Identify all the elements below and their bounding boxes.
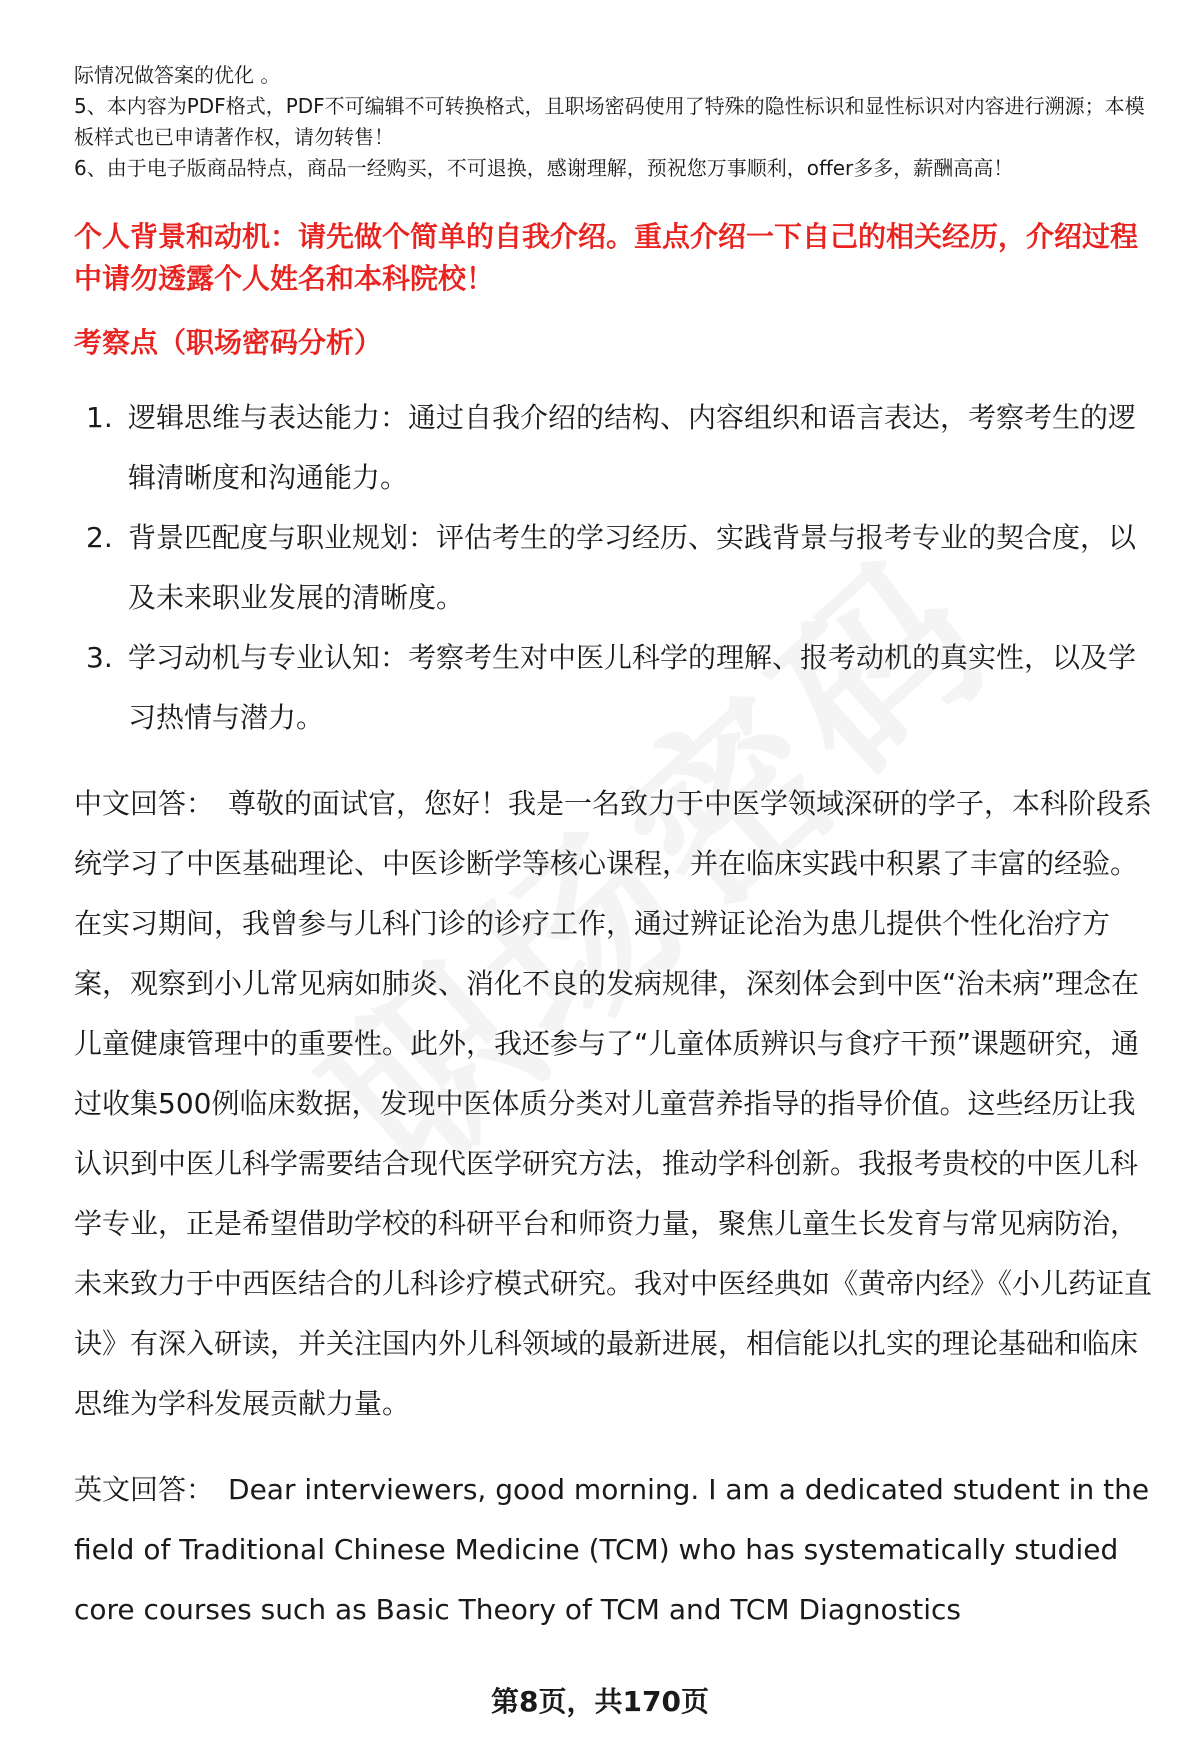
chinese-answer-text: 尊敬的面试官，您好！我是一名致力于中医学领域深研的学子，本科阶段系统学习了中医基础理论、中医诊断学等核心课程，并在临床实践中积累了丰富的经验。在实习期间，我曾参与儿科门诊的诊疗工作，通过辨证论治为患儿提供个性化治疗方案，观察到小儿常见病如肺炎、消化不良的发病规律，深刻体会到中医“治未病”理念在儿童健康管理中的重要性。此外，我还参与了“儿童体质辨识与食疗干预”课题研究，通过收集500例临床数据，发现中医体质分类对儿童营养指导的指导价值。这些经历让我认识到中医儿科学需要结合现代医学研究方法，推动学科创新。我报考贵校的中医儿科学专业，正是希望借助学校的科研平台和师资力量，聚焦儿童生长发育与常见病防治，未来致力于中西医结合的儿科诊疗模式研究。我对中医经典如《黄帝内经》《小儿药证直诀》有深入研读，并关注国内外儿科领域的最新进展，相信能以扎实的理论基础和临床思维为学科发展贡献力量。 xyxy=(74,787,1153,1420)
focus-point xyxy=(74,508,1154,628)
note-line-continuation: 际情况做答案的优化 。 xyxy=(74,63,281,87)
focus-points-list xyxy=(74,388,1154,748)
focus-point-number: 1. xyxy=(86,401,113,434)
focus-point xyxy=(74,628,1154,748)
english-answer xyxy=(74,1460,1154,1640)
document-body xyxy=(74,0,1154,1640)
note-item-6: 6、由于电子版商品特点，商品一经购买，不可退换，感谢理解，预祝您万事顺利，offer多多，薪酬高高！ xyxy=(74,156,1014,180)
note-item-5: 5、本内容为PDF格式，PDF不可编辑不可转换格式，且职场密码使用了特殊的隐性标识和显性标识对内容进行溯源；本模板样式也已申请著作权，请勿转售！ xyxy=(74,94,1145,149)
focus-point-number: 3. xyxy=(86,641,113,674)
english-answer-text: Dear interviewers, good morning. I am a dedicated student in the field of Traditional Chinese Medicine (TCM) who has systematically studied core courses such as Basic Theory of TCM and TCM Diagnostics xyxy=(74,1473,1150,1626)
focus-point-number: 2. xyxy=(86,521,113,554)
focus-title: 考察点（职场密码分析） xyxy=(74,326,383,359)
focus-point-text: 逻辑思维与表达能力：通过自我介绍的结构、内容组织和语言表达，考察考生的逻辑清晰度和沟通能力。 xyxy=(128,401,1137,494)
focus-point-text: 学习动机与专业认知：考察考生对中医儿科学的理解、报考动机的真实性，以及学习热情与潜力。 xyxy=(128,641,1137,734)
chinese-answer xyxy=(74,774,1154,1434)
focus-point xyxy=(74,388,1154,508)
page-number-footer: 第8页，共170页 xyxy=(491,1685,709,1718)
question-heading: 个人背景和动机：请先做个简单的自我介绍。重点介绍一下自己的相关经历，介绍过程中请勿透露个人姓名和本科院校！ xyxy=(74,220,1139,295)
chinese-answer-label: 中文回答： xyxy=(74,787,215,820)
focus-point-text: 背景匹配度与职业规划：评估考生的学习经历、实践背景与报考专业的契合度，以及未来职业发展的清晰度。 xyxy=(128,521,1137,614)
english-answer-label: 英文回答： xyxy=(74,1473,215,1506)
